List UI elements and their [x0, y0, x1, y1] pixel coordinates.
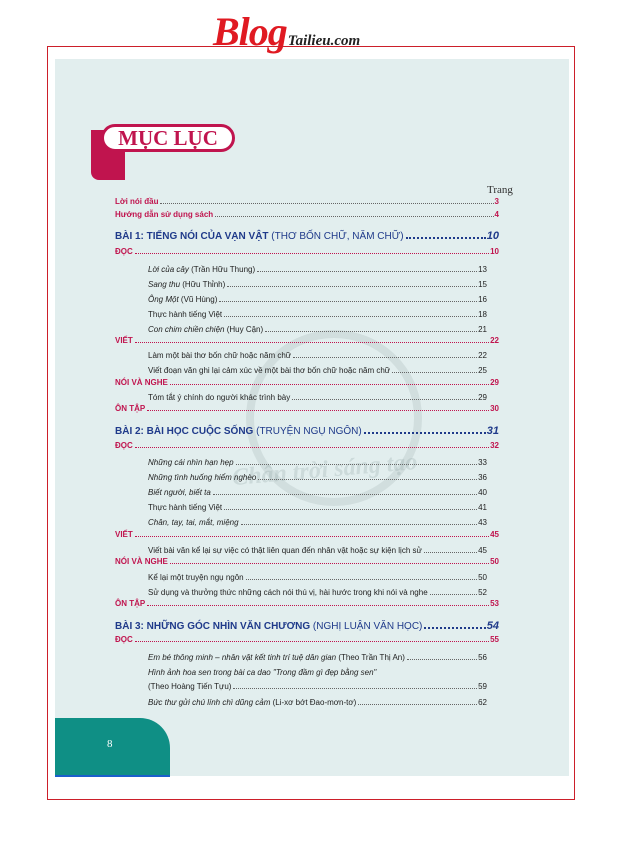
toc-entry-italic: Chân, tay, tai, mắt, miệng [148, 518, 239, 527]
toc-entry-author: (Hữu Thỉnh) [180, 280, 226, 289]
toc-entry-italic: Hình ảnh hoa sen trong bài ca dao "Trong đầm gì đẹp bằng sen" [148, 668, 377, 677]
page-number: 8 [107, 738, 113, 750]
page-title: MỤC LỤC [118, 126, 218, 150]
toc-entry-main: BÀI 1: TIẾNG NÓI CỦA VẠN VẬT [115, 231, 269, 242]
toc-entry-italic: Biết người, biết ta [148, 488, 211, 497]
toc-entry-author: (Trần Hữu Thung) [188, 265, 256, 274]
toc-page-number: 55 [490, 635, 499, 644]
toc-entry-author: (Theo Hoàng Tiến Tựu) [148, 682, 232, 691]
toc-page-number: 56 [478, 653, 487, 662]
toc-page-number: 22 [490, 336, 499, 345]
toc-entry-main: NÓI VÀ NGHE [115, 378, 168, 387]
toc-page-number: 32 [490, 441, 499, 450]
toc-entry-author: (Vũ Hùng) [178, 295, 218, 304]
toc-entry-author: Thực hành tiếng Việt [148, 310, 223, 319]
toc-page-number: 43 [478, 518, 487, 527]
toc-page-number: 45 [478, 546, 487, 555]
toc-entry-author: Làm một bài thơ bốn chữ hoặc năm chữ [148, 351, 292, 360]
toc-entry-author: (Theo Trần Thị An) [336, 653, 405, 662]
toc-entry-main: ĐỌC [115, 635, 133, 644]
toc-entry-main: Hướng dẫn sử dụng sách [115, 210, 214, 219]
toc-entry-author: (Li-xơ bớt Đao-mơn-tơ) [270, 698, 357, 707]
page-column-label: Trang [487, 184, 513, 196]
toc-page-number: 29 [490, 378, 499, 387]
toc-entry-main: Lời nói đầu [115, 197, 159, 206]
toc-entry-author: Tóm tắt ý chính do người khác trình bày [148, 393, 291, 402]
toc-entry-italic: Những cái nhìn hạn hẹp [148, 458, 234, 467]
toc-page-number: 62 [478, 698, 487, 707]
toc-entry-author: Viết bài văn kể lại sự việc có thật liên quan đến nhân vật hoặc sự kiện lịch sử [148, 546, 422, 555]
footer-line [55, 775, 170, 777]
toc-entry-italic: Lời của cây [148, 265, 189, 274]
toc-entry-italic: Những tình huống hiểm nghèo [148, 473, 257, 482]
toc-page-number: 50 [478, 573, 487, 582]
toc-entry-main: ÔN TẬP [115, 599, 146, 608]
toc-entry-author: Viết đoạn văn ghi lại cảm xúc về một bài thơ bốn chữ hoặc năm chữ [148, 366, 391, 375]
toc-page-number: 22 [478, 351, 487, 360]
logo-main-text: Blog [213, 9, 287, 54]
toc-entry-main: BÀI 2: BÀI HỌC CUỘC SỐNG [115, 426, 254, 437]
toc-page-number: 3 [494, 197, 499, 206]
toc-entry-italic: Ông Một [148, 295, 179, 304]
logo-sub-text: Tailieu.com [287, 33, 361, 49]
toc-page-number: 4 [494, 210, 499, 219]
toc-entry-italic: Sang thu [148, 280, 181, 289]
toc-entry-main: BÀI 3: NHỮNG GÓC NHÌN VĂN CHƯƠNG [115, 621, 311, 632]
toc-page-number: 50 [490, 557, 499, 566]
toc-page-number: 18 [478, 310, 487, 319]
toc-entry-main: VIẾT [115, 530, 133, 539]
toc-page-number: 53 [490, 599, 499, 608]
toc-page-number: 15 [478, 280, 487, 289]
toc-entry-author: Thực hành tiếng Việt [148, 503, 223, 512]
toc-page-number: 33 [478, 458, 487, 467]
toc-page-number: 25 [478, 366, 487, 375]
toc-page-number: 45 [490, 530, 499, 539]
toc-entry-author: (Huy Cận) [224, 325, 264, 334]
toc-page-number: 21 [478, 325, 487, 334]
toc-page-number: 36 [478, 473, 487, 482]
toc-entry-main: ÔN TẬP [115, 404, 146, 413]
toc-page-number: 40 [478, 488, 487, 497]
toc-page-number: 10 [490, 247, 499, 256]
toc-page-number: 41 [478, 503, 487, 512]
toc-entry-italic: Bức thư gửi chú lính chì dũng cảm [148, 698, 271, 707]
watermark-text: Chân trời sáng tạo [231, 448, 419, 492]
toc-page-number: 59 [478, 682, 487, 691]
toc-page-number: 13 [478, 265, 487, 274]
toc-entry-italic: Em bé thông minh – nhân vật kết tinh trí tuệ dân gian [148, 653, 337, 662]
toc-page-number: 31 [486, 425, 499, 437]
toc-page-number: 54 [486, 620, 499, 632]
toc-entry-main: NÓI VÀ NGHE [115, 557, 168, 566]
toc-entry-author: Sử dụng và thưởng thức những cách nói thú vị, hài hước trong khi nói và nghe [148, 588, 428, 597]
toc-page-number: 52 [478, 588, 487, 597]
toc-entry-genre: (NGHỊ LUẬN VĂN HỌC) [310, 621, 423, 632]
toc-entry-italic: Con chim chiền chiện [148, 325, 225, 334]
toc-page-number: 10 [486, 230, 499, 242]
toc-page-number: 16 [478, 295, 487, 304]
toc-entry-main: ĐỌC [115, 247, 133, 256]
toc-page-number: 29 [478, 393, 487, 402]
toc-entry-main: VIẾT [115, 336, 133, 345]
toc-entry-author: Kể lại một truyện ngụ ngôn [148, 573, 244, 582]
toc-entry-main: ĐỌC [115, 441, 133, 450]
toc-entry-genre: (THƠ BỐN CHỮ, NĂM CHỮ) [268, 231, 404, 242]
toc-entry-genre: (TRUYỆN NGỤ NGÔN) [253, 426, 362, 437]
toc-page-number: 30 [490, 404, 499, 413]
